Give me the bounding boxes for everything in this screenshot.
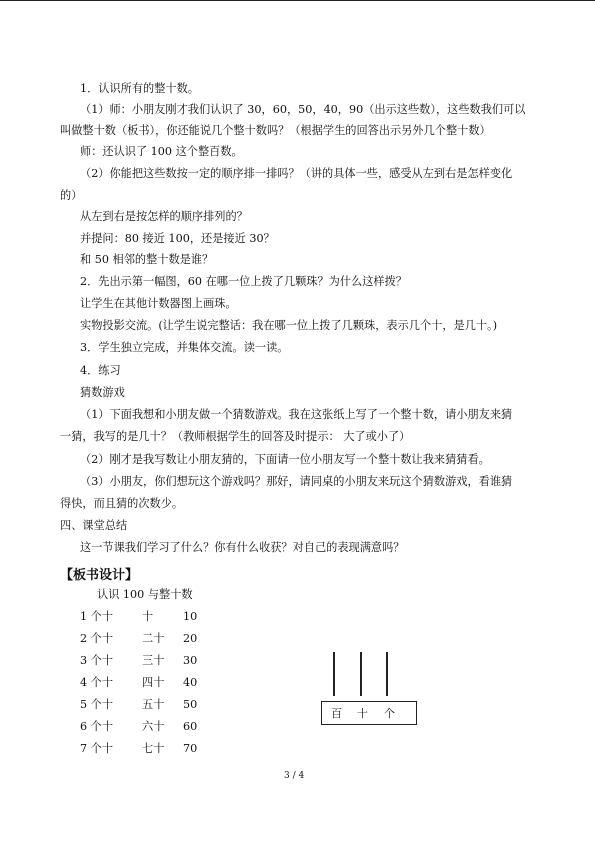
header-rule — [0, 0, 595, 1]
table-cell: 60 — [183, 720, 198, 733]
abacus-label-tens: 十 — [357, 707, 368, 720]
section-heading-2: 2．先出示第一幅图，60 在哪一位上拨了几颗珠？为什么这样拨？ — [80, 275, 407, 288]
paragraph-line: 叫做整十数（板书），你还能说几个整十数吗？（根据学生的回答出示另外几个整十数） — [60, 124, 491, 137]
section-heading-4: 4．练习 — [80, 364, 121, 377]
table-cell: 50 — [183, 698, 198, 711]
section-heading-3: 3．学生独立完成，并集体交流。读一读。 — [80, 341, 289, 354]
table-cell: 3 个十 — [80, 654, 114, 667]
paragraph-line: 师：还认识了 100 这个整百数。 — [80, 145, 243, 158]
page-number: 3 / 4 — [284, 771, 305, 781]
paragraph-line: 得快，而且猜的次数少。 — [60, 497, 184, 510]
table-cell: 5 个十 — [80, 698, 114, 711]
paragraph-line: 实物投影交流。(让学生说完整话：我在哪一位上拨了几颗珠，表示几个十，是几十。) — [80, 319, 498, 332]
table-cell: 10 — [183, 610, 198, 623]
table-cell: 2 个十 — [80, 632, 114, 645]
paragraph-line: 和 50 相邻的整十数是谁？ — [80, 253, 214, 266]
paragraph-line: 让学生在其他计数器图上画珠。 — [80, 297, 237, 310]
table-cell: 六十 — [142, 720, 165, 733]
paragraph-line: 一猜，我写的是几十？（教师根据学生的回答及时提示： 大了或小了） — [60, 430, 411, 443]
table-cell: 40 — [183, 676, 198, 689]
table-cell: 4 个十 — [80, 676, 114, 689]
paragraph-line: 猜数游戏 — [80, 386, 125, 399]
table-cell: 七十 — [142, 742, 165, 755]
paragraph-line: 这一节课我们学习了什么？你有什么收获？对自己的表现满意吗？ — [80, 541, 405, 554]
table-cell: 7 个十 — [80, 742, 114, 755]
abacus-base — [321, 701, 417, 725]
paragraph-line: （2）刚才是我写数让小朋友猜的，下面请一位小朋友写一个整十数让我来猜猜看。 — [80, 453, 490, 466]
section-heading-summary: 四、课堂总结 — [60, 519, 128, 532]
paragraph-line: 的） — [60, 189, 83, 202]
table-cell: 二十 — [142, 632, 165, 645]
board-title: 认识 100 与整十数 — [97, 588, 193, 601]
paragraph-line: （3）小朋友，你们想玩这个游戏吗？那好，请同桌的小朋友来玩这个猜数游戏，看谁猜 — [80, 475, 513, 488]
table-cell: 三十 — [142, 654, 165, 667]
table-cell: 1 个十 — [80, 610, 114, 623]
table-cell: 五十 — [142, 698, 165, 711]
abacus-rod-hundreds — [333, 652, 335, 696]
abacus-rod-tens — [360, 652, 362, 696]
paragraph-line: （1）师：小朋友刚才我们认识了 30，60，50，40，90（出示这些数），这些数我们可以 — [80, 103, 526, 116]
table-cell: 6 个十 — [80, 720, 114, 733]
paragraph-line: 从左到右是按怎样的顺序排列的？ — [80, 210, 248, 223]
table-cell: 30 — [183, 654, 198, 667]
paragraph-line: 并提问：80 接近 100，还是接近 30？ — [80, 232, 275, 245]
paragraph-line: （2）你能把这些数按一定的顺序排一排吗？（讲的具体一些，感受从左到右是怎样变化 — [80, 167, 513, 180]
table-cell: 70 — [183, 742, 198, 755]
abacus-label-hundreds: 百 — [331, 707, 342, 720]
abacus-label-ones: 个 — [384, 707, 395, 720]
paragraph-line: （1）下面我想和小朋友做一个猜数游戏。我在这张纸上写了一个整十数，请小朋友来猜 — [80, 408, 513, 421]
table-cell: 四十 — [142, 676, 165, 689]
board-design-heading: 【板书设计】 — [60, 568, 139, 583]
section-heading-1: 1．认识所有的整十数。 — [80, 82, 199, 95]
table-cell: 20 — [183, 632, 198, 645]
table-cell: 十 — [142, 610, 154, 623]
abacus-rod-ones — [386, 652, 388, 696]
